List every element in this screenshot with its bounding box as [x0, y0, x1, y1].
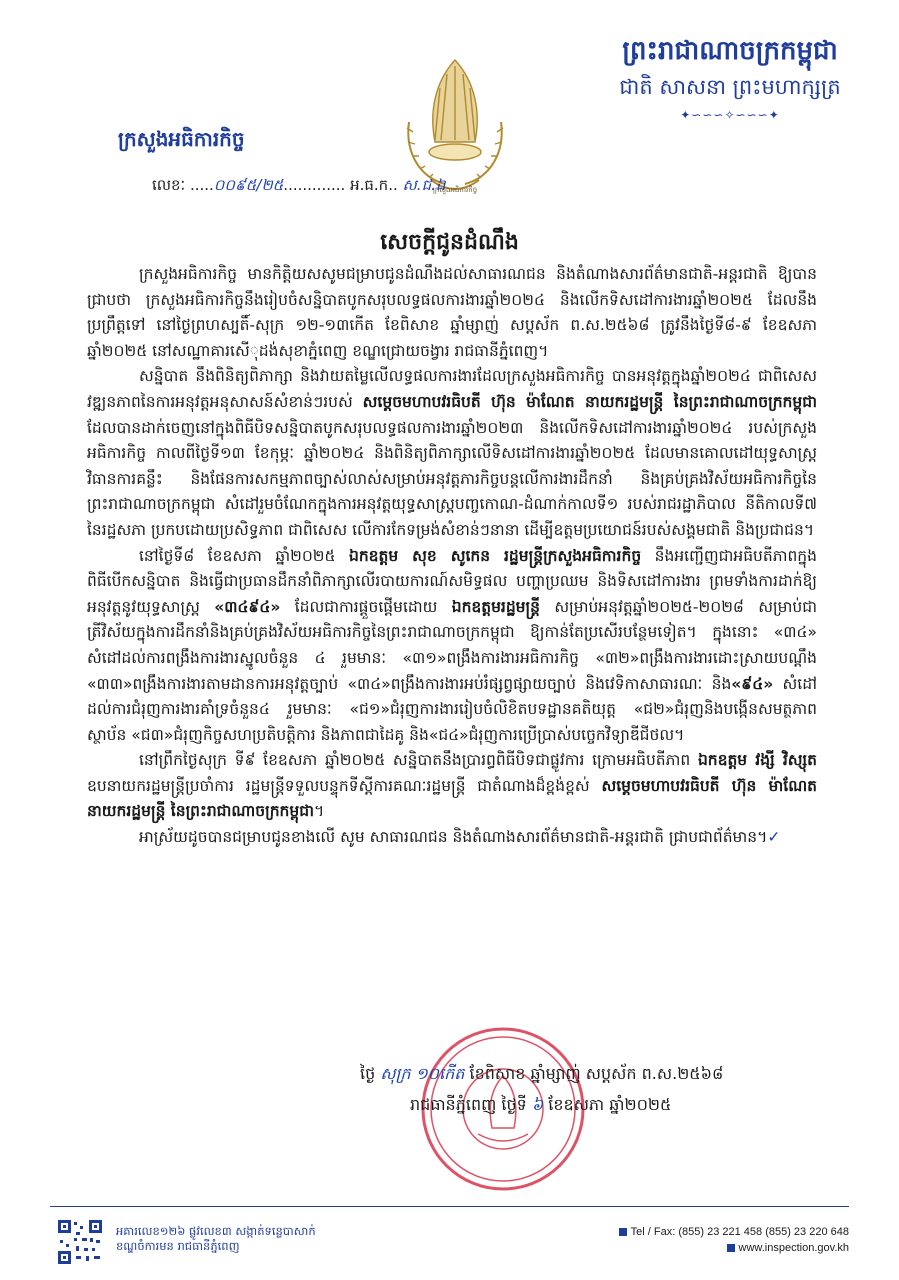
ministry-name: ក្រសួងអធិការកិច្ច	[118, 127, 245, 151]
phone-icon	[619, 1228, 627, 1236]
kingdom-header	[605, 34, 855, 122]
document-body	[87, 262, 817, 851]
footer-contact	[619, 1224, 849, 1256]
lunar-date-line: ថ្ងៃ សុក្រ ១០កើត ខែពិសាខ ឆ្នាំម្សាញ់ សប្តស័ក ព.ស.២៥៦៨	[360, 1064, 724, 1083]
ornament-divider-icon: ✦∽∽∽✧∽∽∽✦	[680, 108, 780, 122]
minister-name: ឯកឧត្តម សុខ សូកេន រដ្ឋមន្ត្រីក្រសួងអធិការកិច្ច	[349, 546, 642, 565]
solar-date-line: រាជធានីភ្នំពេញ ថ្ងៃទី ៦ ខែឧសភា ឆ្នាំ២០២៥	[410, 1095, 672, 1114]
reference-date-value: ស.ជ.ឯ	[402, 176, 446, 194]
emblem-caption: ក្រសួងអធិការកិច្ច	[432, 186, 478, 194]
paragraph-5: អាស្រ័យដូចបានជម្រាបជូនខាងលើ សូម សាធារណជន និងតំណាងសារព័ត៌មានជាតិ-អន្តរជាតិ ជ្រាបជាព័ត៌មាន។✓	[139, 828, 781, 847]
reference-number-suffix: /២៥	[256, 176, 284, 194]
footer-divider	[50, 1206, 849, 1207]
handwritten-initial-icon: ✓	[767, 828, 781, 847]
kingdom-motto: ជាតិ សាសនា ព្រះមហាក្សត្រ	[619, 75, 841, 99]
paragraph-4: នៅព្រឹកថ្ងៃសុក្រ ទី៩ ខែឧសភា ឆ្នាំ២០២៥ សន្និបាតនឹងប្រារព្ធពិធីបិទជាផ្លូវការ ក្រោមអធិបតីភាព ឯកឧត្តម វង្សី វិស្សុត ឧបនាយករដ្ឋមន្ត្រីប្រចាំការ រដ្ឋមន្ត្រីទទួលបន្ទុកទីស្តីការគណៈរដ្ឋមន្ត្រី ជាតំណាងដ៏ខ្ពង់ខ្ពស់ សម្ដេចមហាបវរធិបតី ហ៊ុន ម៉ាណែត នាយករដ្ឋមន្ត្រី នៃព្រះរាជាណាចក្រកម្ពុជា។	[87, 751, 817, 821]
paragraph-2: សន្និបាត នឹងពិនិត្យពិភាក្សា និងវាយតម្លៃលើលទ្ធផលការងារដែលក្រសួងអធិការកិច្ច បានអនុវត្តក្នុងឆ្នាំ២០២៤ ជាពិសេសវឌ្ឍនភាពនៃការអនុវត្តអនុសាសន៍សំខាន់ៗរបស់ សម្ដេចមហាបវរធិបតី ហ៊ុន ម៉ាណែត នាយករដ្ឋមន្ត្រី នៃព្រះរាជាណាចក្រកម្ពុជា ដែលបានដាក់ចេញនៅក្នុងពិធីបិទសន្និបាតបូកសរុបលទ្ធផលការងារឆ្នាំ២០២៣ និងលើកទិសដៅការងារឆ្នាំ២០២៤ របស់ក្រសួងអធិការកិច្ច កាលពីថ្ងៃទី១៣ ខែកុម្ភៈ ឆ្នាំ២០២៤ និងពិនិត្យពិភាក្សាលើទិសដៅការងារឆ្នាំ២០២៥ ដែលមានគោលដៅយុទ្ធសាស្រ្ត វិធានការគន្លឹះ និងផែនការសកម្មភាពច្បាស់លាស់សម្រាប់អនុវត្តភារកិច្ចបន្តលើការងារដឹកនាំ និងគ្រប់គ្រងវិស័យអធិការកិច្ចនៃព្រះរាជាណាចក្រកម្ពុជា សំដៅរួមចំណែកក្នុងការអនុវត្តយុទ្ធសាស្រ្តបញ្ចកោណ-ដំណាក់កាលទី១ របស់រាជរដ្ឋាភិបាល នីតិកាលទី៧ នៃរដ្ឋសភា ប្រកបដោយប្រសិទ្ធភាព ជាពិសេស លើការកែទម្រង់សំខាន់ៗនានា ដើម្បីឧត្តមប្រយោជន៍របស់សង្គមជាតិ និងប្រជាជន។	[87, 367, 817, 539]
document-title: សេចក្ដីជូនដំណឹង	[380, 230, 519, 255]
reference-number-label: លេខៈ	[152, 176, 186, 194]
reference-line: លេខៈ .....០០៩៥/២៥............. អ.ធ.ក.. ស.ជ.ឯ	[152, 176, 446, 194]
deputy-pm-name: ឯកឧត្តម វង្សី វិស្សុត	[697, 751, 817, 770]
kingdom-title: ព្រះរាជាណាចក្រកម្ពុជា	[622, 36, 838, 66]
qr-code-icon	[56, 1218, 104, 1266]
prime-minister-name: សម្ដេចមហាបវរធិបតី ហ៊ុន ម៉ាណែត នាយករដ្ឋមន្ត្រី នៃព្រះរាជាណាចក្រកម្ពុជា	[362, 392, 817, 411]
paragraph-1: ក្រសួងអធិការកិច្ច មានកិត្តិយសសូមជម្រាបជូនដំណឹងដល់សាធារណជន និងតំណាងសារព័ត៌មានជាតិ-អន្តរជាតិ ឱ្យបានជ្រាបថា ក្រសួងអធិការកិច្ចនឹងរៀបចំសន្និបាតបូកសរុបលទ្ធផលការងារឆ្នាំ២០២៤ និងលើកទិសដៅការងារឆ្នាំ២០២៥ ដែលនឹងប្រព្រឹត្តទៅ នៅថ្ងៃព្រហស្បតិ៍-សុក្រ ១២-១៣កើត ខែពិសាខ ឆ្នាំម្សាញ់ សប្តស័ក ព.ស.២៥៦៨ ត្រូវនឹងថ្ងៃទី៨-៩ ខែឧសភា ឆ្នាំ២០២៥ នៅសណ្ឋាគារសើុដង់សុខាភ្នំពេញ ខណ្ឌជ្រោយចង្វារ រាជធានីភ្នំពេញ។	[87, 265, 817, 360]
globe-icon	[727, 1244, 735, 1252]
paragraph-3: នៅថ្ងៃទី៨ ខែឧសភា ឆ្នាំ២០២៥ ឯកឧត្តម សុខ សូកេន រដ្ឋមន្ត្រីក្រសួងអធិការកិច្ច នឹងអញ្ជើញជាអធិបតីភាពក្នុងពិធីបើកសន្និបាត និងធ្វើជាប្រធានដឹកនាំពិភាក្សាលើរបាយការណ៍សមិទ្ធផល បញ្ហាប្រឈម និងទិសដៅការងារ ព្រមទាំងការដាក់ឱ្យអនុវត្តនូវយុទ្ធសាស្រ្ត «៣៤៩៤» ដែលជាការផ្ដួចផ្ដើមដោយ ឯកឧត្តមរដ្ឋមន្ត្រី សម្រាប់អនុវត្តឆ្នាំ២០២៥-២០២៨ សម្រាប់ជាត្រីវិស័យក្នុងការដឹកនាំនិងគ្រប់គ្រងវិស័យអធិការកិច្ចនៃព្រះរាជាណាចក្រកម្ពុជា ឱ្យកាន់តែប្រសើរបន្ថែមទៀត។ ក្នុងនោះ «៣៤» សំដៅដល់ការពង្រឹងការងារស្នូលចំនួន ៤ រួមមានៈ «៣១»ពង្រឹងការងារអធិការកិច្ច «៣២»ពង្រឹងការងារដោះស្រាយបណ្ដឹង «៣៣»ពង្រឹងការងារតាមដានការអនុវត្តច្បាប់ «៣៤»ពង្រឹងការងារអប់រំផ្សព្វផ្សាយច្បាប់ និងវេទិកាសាធារណៈ និង«៩៤» សំដៅដល់ការជំរុញការងារគាំទ្រចំនួន៤ រួមមានៈ «ជ១»ជំរុញការងាររៀបចំលិខិតបទដ្ឋានគតិយុត្ត «ជ២»ជំរុញនិងបង្កើនសមត្ថភាពស្ថាប័ន «ជ៣»ជំរុញកិច្ចសហប្រតិបត្តិការ និងភាពជាដៃគូ និង«ជ៤»ជំរុញការប្រើប្រាស់បច្ចេកវិទ្យាឌីជីថល។	[87, 546, 817, 744]
reference-number-value: ០០៩៥	[213, 176, 257, 194]
reference-date-label: អ.ធ.ក	[350, 176, 389, 194]
footer-phone: Tel / Fax: (855) 23 221 458 (855) 23 220 648	[630, 1226, 849, 1238]
footer-website[interactable]: www.inspection.gov.kh	[738, 1242, 849, 1254]
footer-address: អគារលេខ១២៦ ផ្លូវលេខ៣ សង្កាត់ទន្លេបាសាក់ ខណ្ឌចំការមន រាជធានីភ្នំពេញ	[116, 1224, 316, 1253]
